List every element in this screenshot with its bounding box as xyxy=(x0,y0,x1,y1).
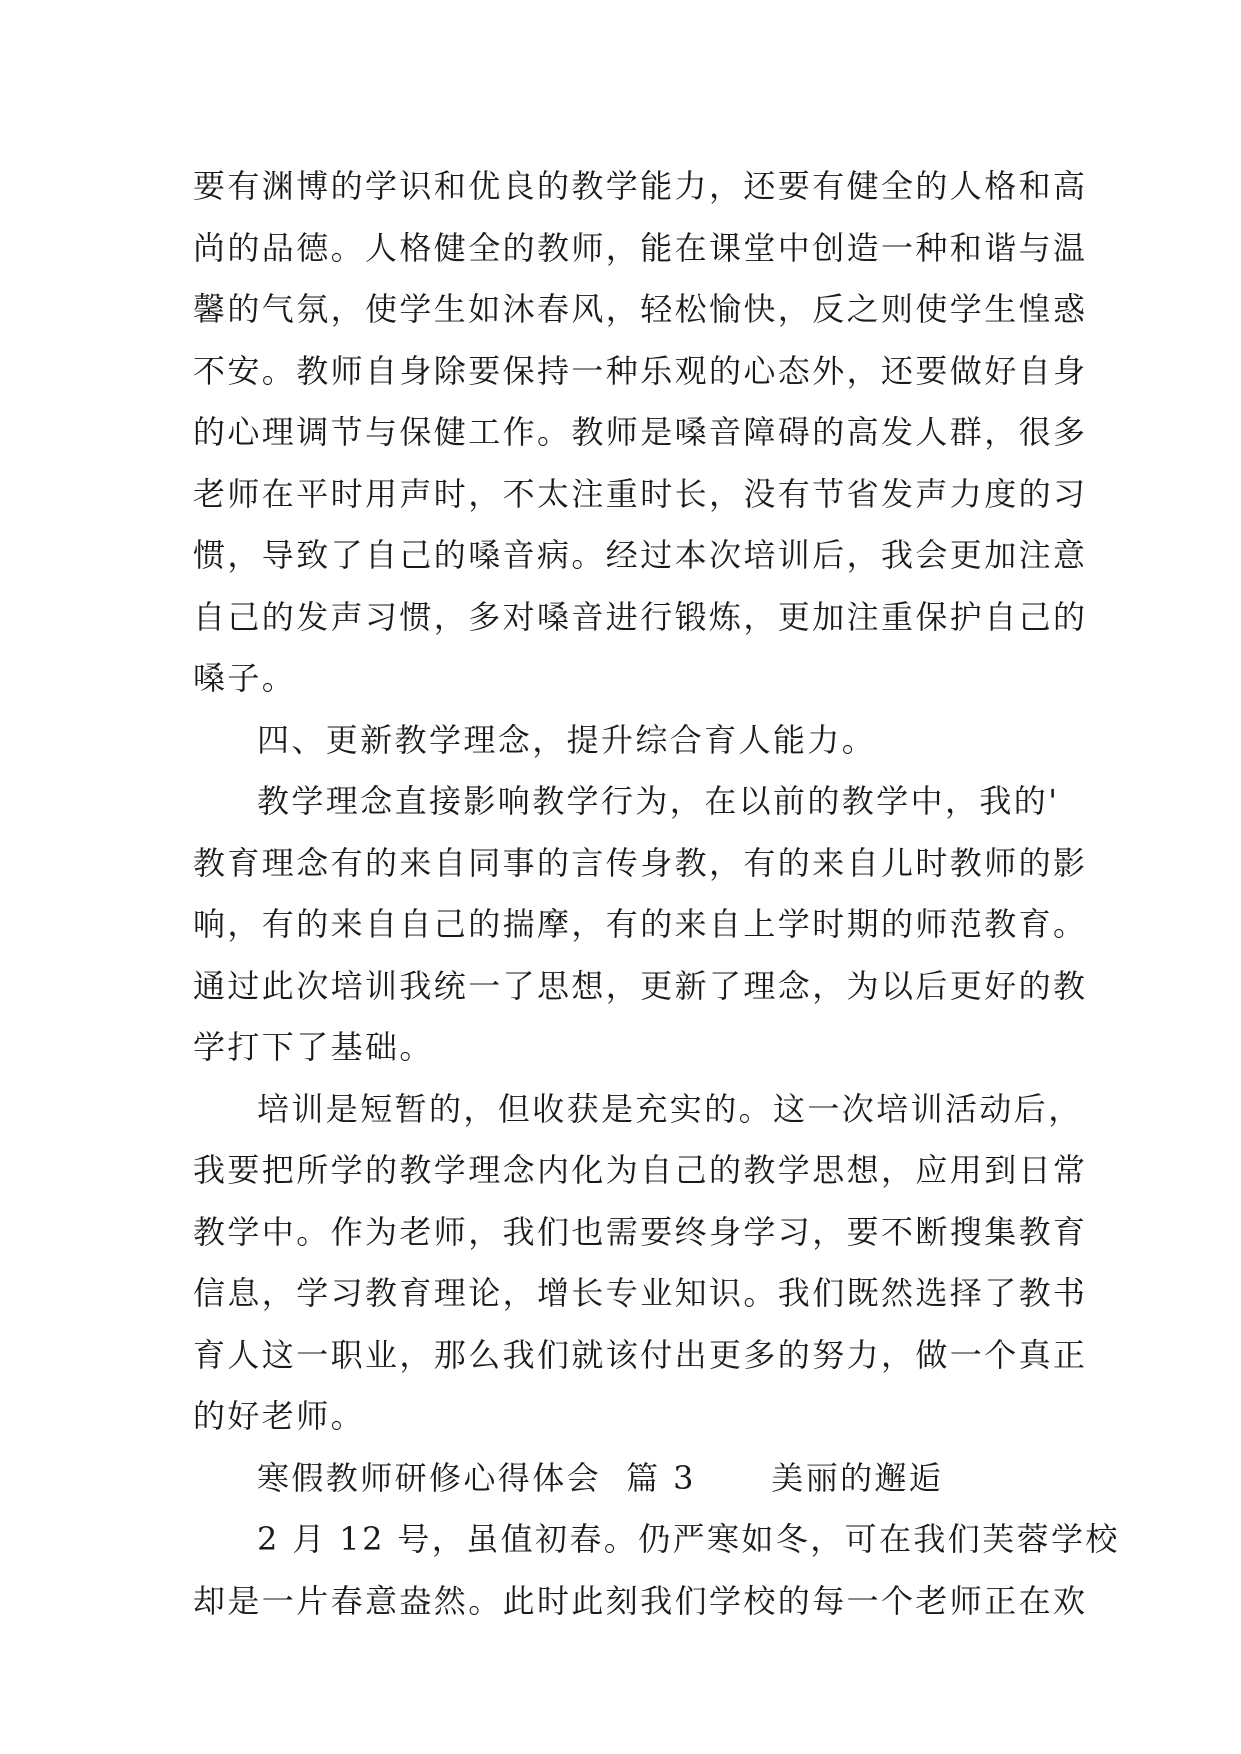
text-line: 却是一片春意盎然。此时此刻我们学校的每一个老师正在欢 xyxy=(193,1582,1088,1620)
text-line: 我要把所学的教学理念内化为自己的教学思想，应用到日常 xyxy=(193,1151,1088,1189)
text-line: 响，有的来自自己的揣摩，有的来自上学时期的师范教育。 xyxy=(193,905,1088,943)
text-line: 惯，导致了自己的嗓音病。经过本次培训后，我会更加注意 xyxy=(193,536,1088,574)
text-line: 不安。教师自身除要保持一种乐观的心态外，还要做好自身 xyxy=(193,352,1088,390)
text-line: 学打下了基础。 xyxy=(193,1028,434,1066)
text-line: 嗓子。 xyxy=(193,659,297,697)
text-line: 馨的气氛，使学生如沐春风，轻松愉快，反之则使学生惶惑 xyxy=(193,290,1088,328)
text-line: 老师在平时用声时，不太注重时长，没有节省发声力度的习 xyxy=(193,475,1088,513)
text-line: 通过此次培训我统一了思想，更新了理念，为以后更好的教 xyxy=(193,967,1088,1005)
text-line: 育人这一职业，那么我们就该付出更多的努力，做一个真正 xyxy=(193,1336,1088,1374)
section-heading: 四、更新教学理念，提升综合育人能力。 xyxy=(257,721,877,759)
text-line: 教育理念有的来自同事的言传身教，有的来自儿时教师的影 xyxy=(193,844,1088,882)
text-line: 自己的发声习惯，多对嗓音进行锻炼，更加注重保护自己的 xyxy=(193,598,1088,636)
text-line: 尚的品德。人格健全的教师，能在课堂中创造一种和谐与温 xyxy=(193,229,1088,267)
text-line: 的好老师。 xyxy=(193,1397,366,1435)
text-line: 要有渊博的学识和优良的教学能力，还要有健全的人格和高 xyxy=(193,167,1088,205)
article-title: 寒假教师研修心得体会 篇 3 美丽的邂逅 xyxy=(257,1459,944,1497)
text-line: 信息，学习教育理论，增长专业知识。我们既然选择了教书 xyxy=(193,1274,1088,1312)
text-line: 2 月 12 号，虽值初春。仍严寒如冬，可在我们芙蓉学校 xyxy=(257,1520,1120,1558)
text-line: 教学中。作为老师，我们也需要终身学习，要不断搜集教育 xyxy=(193,1213,1088,1251)
text-line: 的心理调节与保健工作。教师是嗓音障碍的高发人群，很多 xyxy=(193,413,1088,451)
text-line: 教学理念直接影响教学行为，在以前的教学中，我的' xyxy=(257,782,1060,820)
text-line: 培训是短暂的，但收获是充实的。这一次培训活动后， xyxy=(257,1090,1083,1128)
